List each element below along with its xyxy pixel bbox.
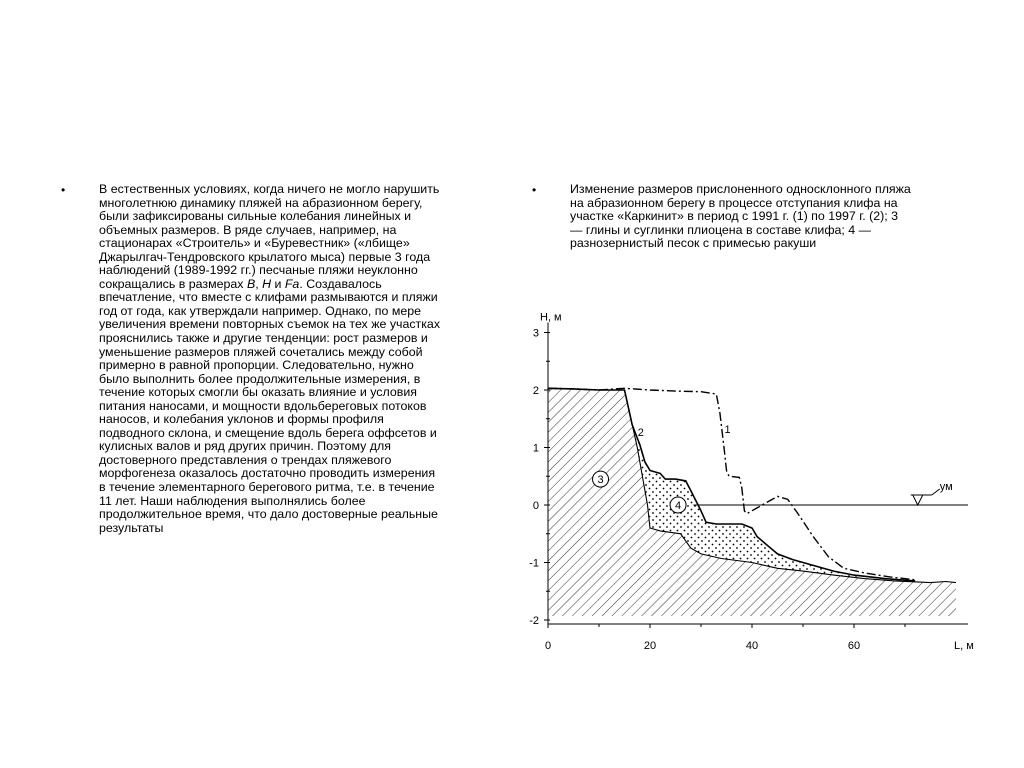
text-line: многолетнюю динамику пляжей на абразионном берегу, xyxy=(99,195,423,210)
text-line: были зафиксированы сильные колебания линейных и xyxy=(99,209,412,224)
bullet-marker: • xyxy=(61,183,66,197)
text-line: сокращались в размерах B, H и Fa. Создавалось xyxy=(99,276,382,291)
y-tick-label: -1 xyxy=(529,557,539,570)
text-line: разнозернистый песок с примесью ракуши xyxy=(570,236,817,251)
x-tick-label: 20 xyxy=(643,640,657,652)
sea-level-marker-icon xyxy=(913,495,923,505)
y-tick-label: 0 xyxy=(532,500,539,512)
y-tick-label: 2 xyxy=(532,385,539,397)
text-line: наблюдений (1989-1992 гг.) песчаные пляжи неуклонно xyxy=(99,263,418,278)
profile-1997-label: 2 xyxy=(637,427,644,439)
text-line: в течение элементарного берегового ритма, т.е. в течение xyxy=(99,480,435,495)
clay-unit-fill xyxy=(548,388,956,616)
text-line: Джарылгач-Тендровского крылатого мыса) первые 3 года xyxy=(99,249,431,264)
text-line: питания наносами, и мощности вдольбереговых потоков xyxy=(99,398,427,413)
text-line: продолжительное время, что дало достоверные реальные xyxy=(99,507,438,522)
text-line: результаты xyxy=(99,520,164,535)
text-line: В естественных условиях, когда ничего не могло нарушить xyxy=(99,182,440,196)
text-line: подводного склона, и смещение вдоль берега оффсетов и xyxy=(99,425,437,440)
text-line: Изменение размеров прислоненного односклонного пляжа xyxy=(570,182,911,196)
x-tick-label: 0 xyxy=(544,640,552,652)
text-line: впечатление, что вместе с клифами размываются и пляжи xyxy=(99,290,438,305)
text-line: было выполнить более продолжительные измерения, в xyxy=(99,371,421,386)
text-line: морфогенеза оказалось достаточно проводить измерения xyxy=(99,466,436,481)
text-line: уменьшение размеров пляжей сочетались между собой xyxy=(99,344,423,359)
y-tick-label: 3 xyxy=(532,327,539,340)
y-tick-label: -2 xyxy=(529,615,539,627)
sand-unit-label: 4 xyxy=(674,500,682,512)
text-line: год от года, как утверждали например. Однако, по мере xyxy=(99,303,422,318)
text-line: — глины и суглинки плиоцена в составе клифа; 4 — xyxy=(570,222,872,237)
y-tick-label: 1 xyxy=(532,442,539,455)
clay-unit-label: 3 xyxy=(597,474,604,487)
text-line: кулисных валов и ряд других причин. Поэтому для xyxy=(99,439,391,454)
x-tick-label: 60 xyxy=(847,640,861,652)
text-line: достоверного представления о трендах пляжевого xyxy=(99,452,392,467)
text-line: примерно в равной пропорции. Следовательно, нужно xyxy=(99,358,414,373)
y-axis-label: Н, м xyxy=(540,311,562,324)
text-line: 11 лет. Наши наблюдения выполнялись более xyxy=(99,493,366,508)
x-tick-label: 40 xyxy=(745,640,759,652)
text-line: течение которых смогли бы оказать влияние и условия xyxy=(99,385,417,400)
text-line: объемных размеров. В ряде случаев, например, на xyxy=(99,222,397,237)
text-line: участке «Каркинит» в период с 1991 г. (1) по 1997 г. (2); 3 xyxy=(570,209,899,224)
bullet-marker: • xyxy=(532,183,537,197)
profile-1991-label: 1 xyxy=(724,424,731,437)
sea-level-label: ум xyxy=(939,481,953,493)
text-line: прояснились также и другие тенденции: рост размеров и xyxy=(99,331,428,346)
text-line: на абразионном берегу в процессе отступания клифа на xyxy=(570,195,898,210)
text-line: стационарах «Строитель» и «Буревестник» («лбище» xyxy=(99,236,410,251)
text-line: увеличения времени повторных съемок на тех же участках xyxy=(99,317,441,332)
sea-level-leader xyxy=(932,489,940,495)
x-axis-label: L, м xyxy=(954,640,974,652)
text-line: наносов, и колебания уклонов и формы профиля xyxy=(99,412,384,427)
